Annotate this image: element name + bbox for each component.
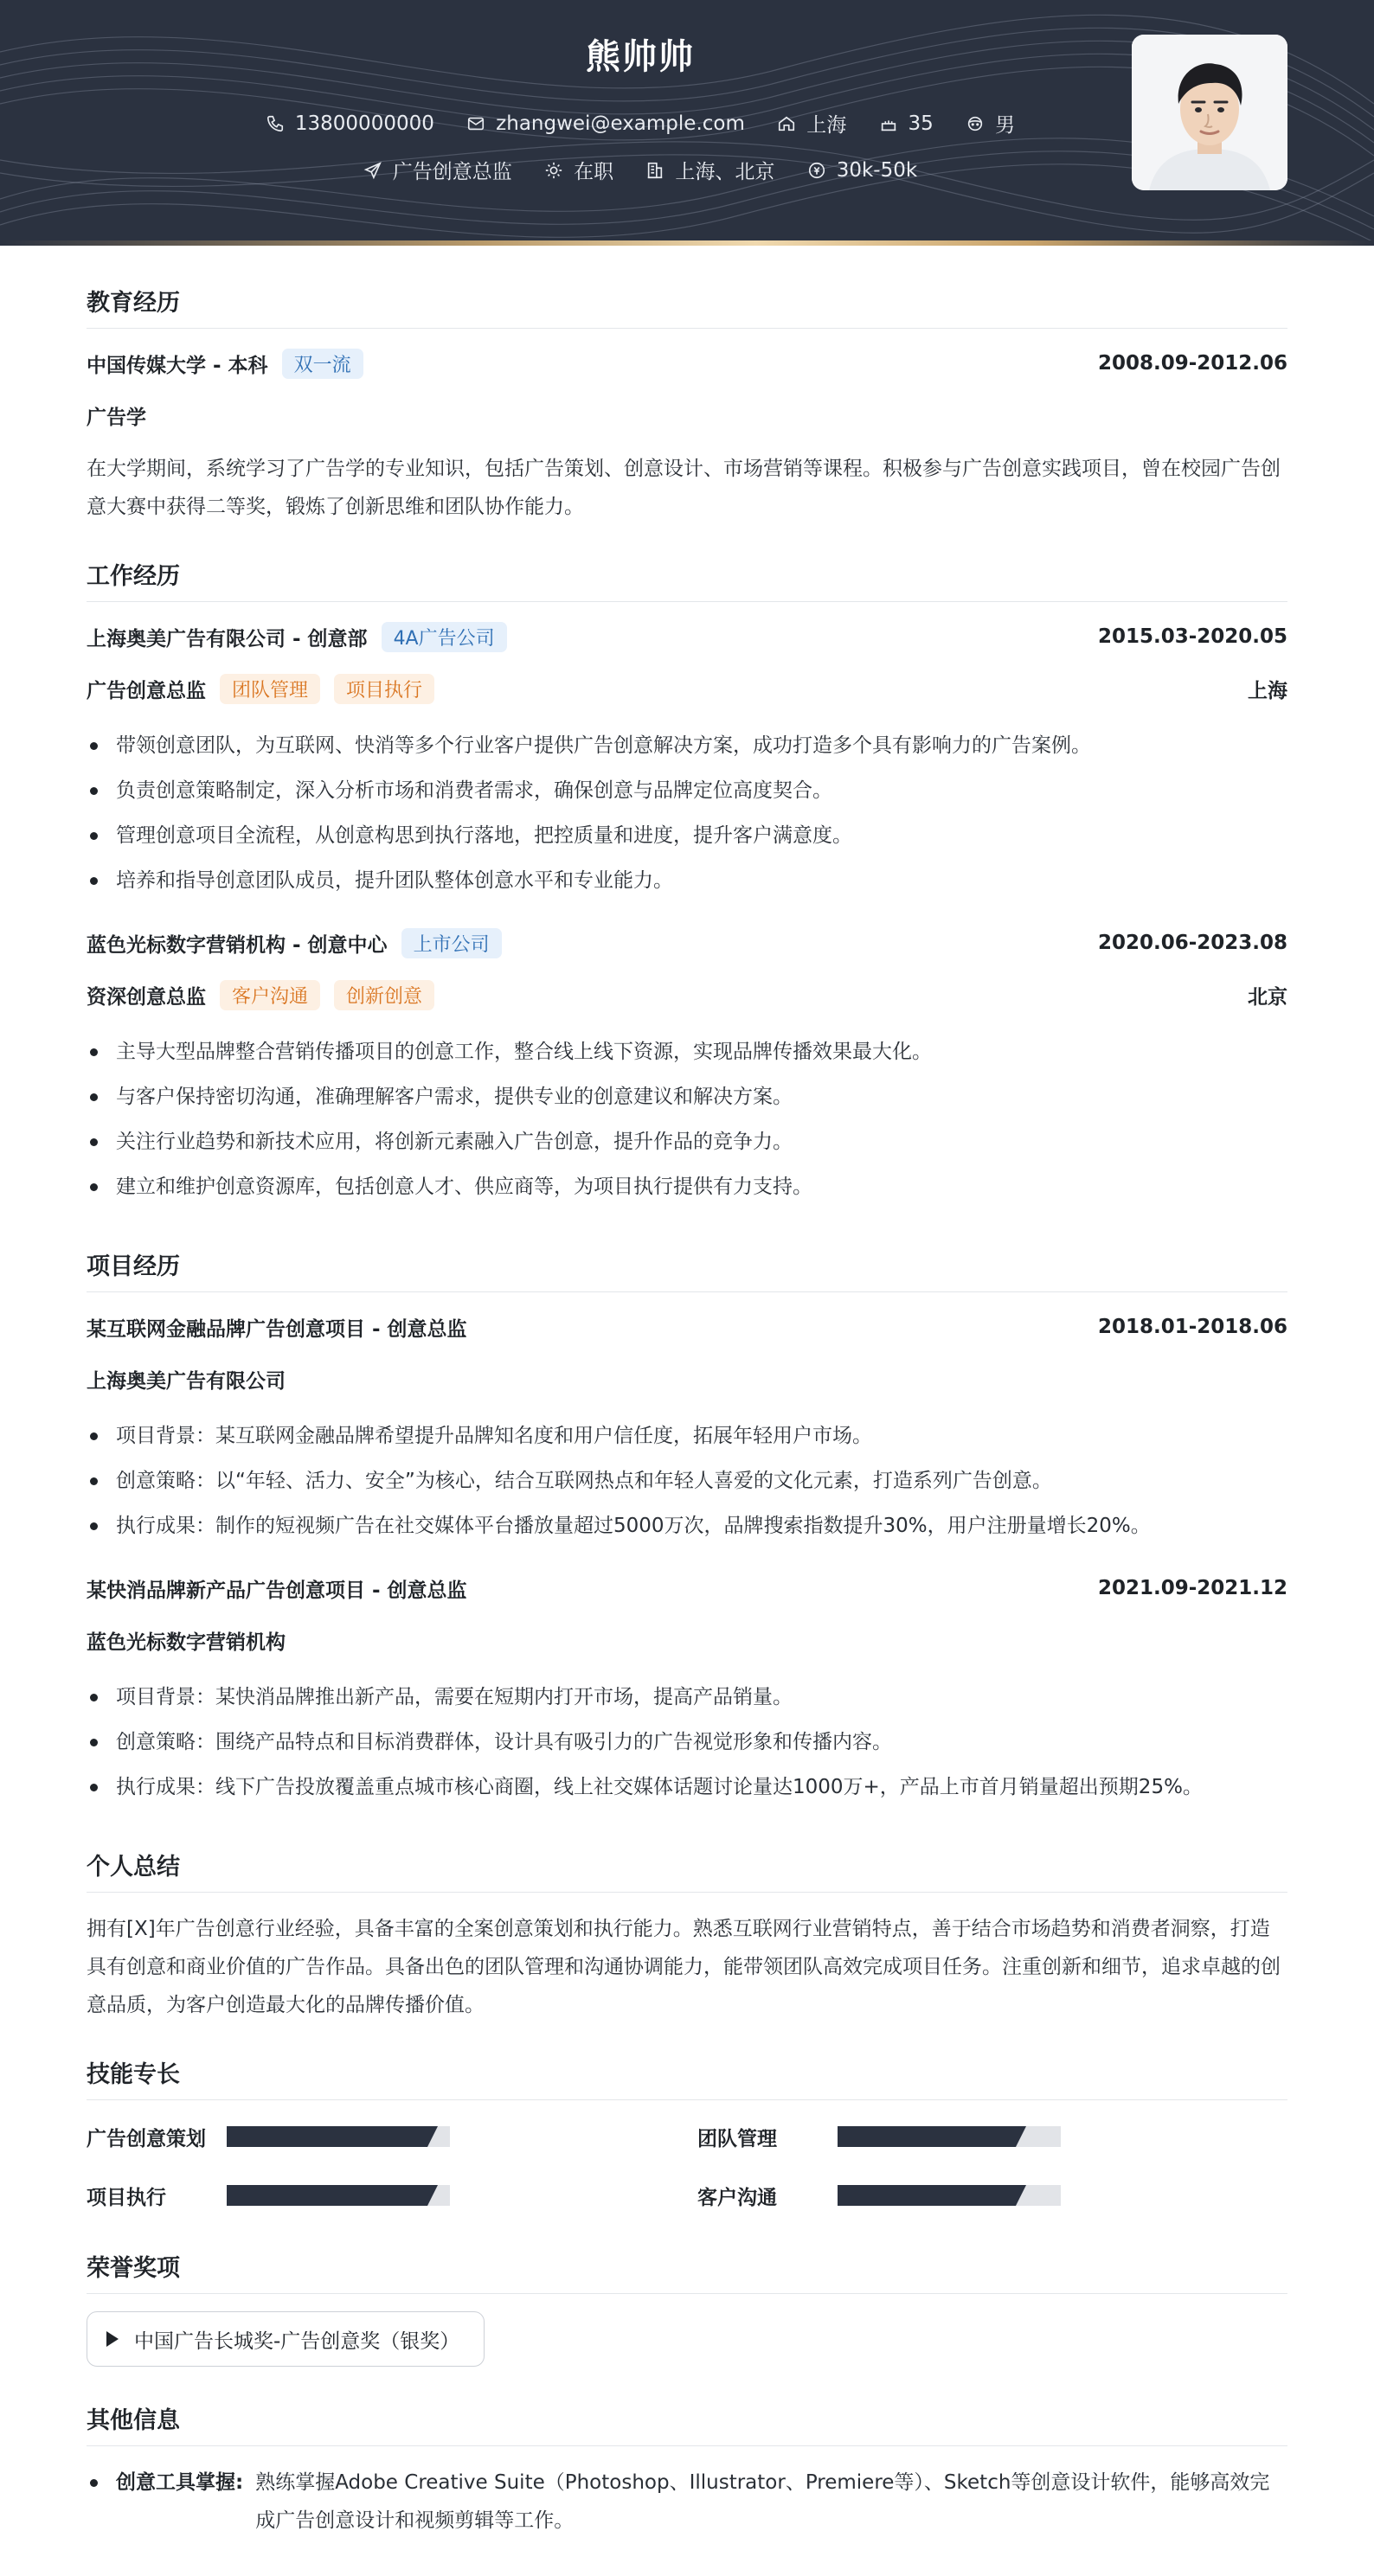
list-item <box>87 2464 1287 2540</box>
other-label: 创意工具掌握: <box>116 2471 244 2494</box>
job-company-row <box>87 619 1287 654</box>
summary-title: 个人总结 <box>87 1848 1287 1893</box>
money-icon <box>807 161 826 180</box>
skill-bar <box>838 2126 1061 2147</box>
mail-icon <box>466 114 485 133</box>
skill-fill <box>838 2185 1016 2206</box>
work-title: 工作经历 <box>87 557 1287 602</box>
project-period: 2018.01-2018.06 <box>1097 1316 1287 1338</box>
project-bullets <box>87 1675 1287 1810</box>
gold-divider <box>0 240 1374 246</box>
role-tag: 客户沟通 <box>220 980 320 1010</box>
project-org: 蓝色光标数字营销机构 <box>87 1631 286 1654</box>
age-text: 35 <box>908 112 934 135</box>
job-period: 2015.03-2020.05 <box>1097 625 1287 648</box>
awards-title: 荣誉奖项 <box>87 2249 1287 2294</box>
list-item: 带领创意团队，为互联网、快消等多个行业客户提供广告创意解决方案，成功打造多个具有影响力的广告案例。 <box>87 723 1287 768</box>
skill-name: 客户沟通 <box>697 2186 777 2209</box>
skills-title: 技能专长 <box>87 2055 1287 2100</box>
project-entry <box>87 1571 1287 1810</box>
status-text: 在职 <box>574 161 614 183</box>
job-role-row <box>87 671 1287 706</box>
job-bullets <box>87 723 1287 903</box>
resume-content <box>87 249 1287 2540</box>
project-name: 某快消品牌新产品广告创意项目 - 创意总监 <box>87 1579 467 1602</box>
project-org: 上海奥美广告有限公司 <box>87 1369 286 1393</box>
school-name: 中国传媒大学 - 本科 <box>87 354 268 377</box>
email-text: zhangwei@example.com <box>496 112 745 135</box>
job-role: 资深创意总监 <box>87 985 206 1009</box>
job-company: 蓝色光标数字营销机构 - 创意中心 <box>87 933 388 957</box>
job-role: 广告创意总监 <box>87 679 206 702</box>
role-tag: 创新创意 <box>334 980 434 1010</box>
project-name: 某互联网金融品牌广告创意项目 - 创意总监 <box>87 1317 467 1341</box>
major-name: 广告学 <box>87 406 146 429</box>
skill-item <box>87 2176 697 2214</box>
major-row <box>87 398 1287 433</box>
list-item: 主导大型品牌整合营销传播项目的创意工作，整合线上线下资源，实现品牌传播效果最大化。 <box>87 1029 1287 1074</box>
list-item: 管理创意项目全流程，从创意构思到执行落地，把控质量和进度，提升客户满意度。 <box>87 813 1287 858</box>
job-role-row <box>87 977 1287 1012</box>
list-item: 执行成果：制作的短视频广告在社交媒体平台播放量超过5000万次，品牌搜索指数提升30%，用户注册量增长20%。 <box>87 1503 1287 1548</box>
target-city-item <box>645 156 774 184</box>
intent-line <box>0 156 1281 185</box>
skill-bar <box>227 2185 450 2206</box>
project-name-row <box>87 1310 1287 1344</box>
skill-item <box>697 2176 1287 2214</box>
list-item: 与客户保持密切沟通，准确理解客户需求，提供专业的创意建议和解决方案。 <box>87 1074 1287 1119</box>
skill-bar <box>838 2185 1061 2206</box>
company-tag: 上市公司 <box>401 928 502 958</box>
list-item: 项目背景：某快消品牌推出新产品，需要在短期内打开市场，提高产品销量。 <box>87 1675 1287 1720</box>
caret-right-icon <box>106 2331 119 2347</box>
job-entry <box>87 619 1287 903</box>
skill-fill <box>838 2126 1016 2147</box>
job-company-row <box>87 926 1287 960</box>
list-item: 建立和维护创意资源库，包括创意人才、供应商等，为项目执行提供有力支持。 <box>87 1164 1287 1209</box>
role-tag: 团队管理 <box>220 674 320 704</box>
gender-icon <box>966 114 985 133</box>
other-title: 其他信息 <box>87 2401 1287 2446</box>
status-icon <box>544 161 563 180</box>
building-icon <box>645 161 665 180</box>
award-item[interactable] <box>87 2311 485 2367</box>
skill-fill <box>227 2185 427 2206</box>
skill-name: 团队管理 <box>697 2127 777 2150</box>
contact-line <box>0 109 1281 138</box>
age-item <box>879 112 934 135</box>
phone-item <box>266 112 434 135</box>
phone-text: 13800000000 <box>294 112 434 135</box>
project-period: 2021.09-2021.12 <box>1097 1577 1287 1599</box>
job-entry <box>87 926 1287 1209</box>
summary-text: 拥有[X]年广告创意行业经验，具备丰富的全案创意策划和执行能力。熟悉互联网行业营销特点，善于结合市场趋势和消费者洞察，打造具有创意和商业价值的广告作品。具备出色的团队管理和沟通协调能力，能带领团队高效完成项目任务。注重创新和细节，追求卓越的创意品质，为客户创造最大化的品牌传播价值。 <box>87 1918 1281 2016</box>
company-tag: 4A广告公司 <box>382 622 507 652</box>
gender-text: 男 <box>995 114 1016 137</box>
list-item: 执行成果：线下广告投放覆盖重点城市核心商圈，线上社交媒体话题讨论量达1000万+，产品上市首月销量超出预期25%。 <box>87 1765 1287 1810</box>
award-text: 中国广告长城奖-广告创意奖（银奖） <box>134 2329 460 2353</box>
education-period: 2008.09-2012.06 <box>1097 352 1287 375</box>
project-name-row <box>87 1571 1287 1605</box>
gender-item <box>966 109 1015 138</box>
skill-name: 项目执行 <box>87 2186 166 2209</box>
skill-item <box>87 2118 697 2156</box>
school-tag: 双一流 <box>282 349 363 379</box>
portrait-image <box>1132 35 1287 190</box>
salary-text: 30k-50k <box>836 158 918 182</box>
status-item <box>544 156 613 184</box>
location-item <box>777 109 846 138</box>
job-period: 2020.06-2023.08 <box>1097 932 1287 954</box>
email-item <box>466 112 745 135</box>
project-org-row <box>87 1623 1287 1657</box>
job-company: 上海奥美广告有限公司 - 创意部 <box>87 627 368 650</box>
list-item: 项目背景：某互联网金融品牌希望提升品牌知名度和用户信任度，拓展年轻用户市场。 <box>87 1413 1287 1458</box>
job-bullets <box>87 1029 1287 1209</box>
job-intent-item <box>363 156 512 184</box>
education-title: 教育经历 <box>87 284 1287 329</box>
list-item: 负责创意策略制定，深入分析市场和消费者需求，确保创意与品牌定位高度契合。 <box>87 768 1287 813</box>
skill-bar <box>227 2126 450 2147</box>
home-icon <box>777 114 796 133</box>
send-icon <box>363 161 382 180</box>
candidate-name: 熊帅帅 <box>586 37 695 77</box>
skill-fill <box>227 2126 427 2147</box>
list-item: 关注行业趋势和新技术应用，将创新元素融入广告创意，提升作品的竞争力。 <box>87 1119 1287 1164</box>
resume-header <box>0 0 1374 246</box>
skill-name: 广告创意策划 <box>87 2127 206 2150</box>
phone-icon <box>266 114 285 133</box>
job-city: 北京 <box>1248 985 1287 1009</box>
skill-item <box>697 2118 1287 2156</box>
project-bullets <box>87 1413 1287 1548</box>
education-row <box>87 346 1287 381</box>
projects-title: 项目经历 <box>87 1247 1287 1292</box>
job-city: 上海 <box>1248 679 1287 702</box>
role-tag: 项目执行 <box>334 674 434 704</box>
location-text: 上海 <box>806 114 847 137</box>
skills-grid <box>87 2118 1287 2214</box>
project-org-row <box>87 1362 1287 1396</box>
education-description: 在大学期间，系统学习了广告学的专业知识，包括广告策划、创意设计、市场营销等课程。积极参与广告创意实践项目，曾在校园广告创意大赛中获得二等奖，锻炼了创新思维和团队协作能力。 <box>87 458 1281 518</box>
list-item: 创意策略：围绕产品特点和目标消费群体，设计具有吸引力的广告视觉形象和传播内容。 <box>87 1720 1287 1765</box>
project-entry <box>87 1310 1287 1548</box>
profile-photo <box>1132 35 1287 190</box>
job-intent-text: 广告创意总监 <box>392 161 512 183</box>
list-item: 创意策略：以“年轻、活力、安全”为核心，结合互联网热点和年轻人喜爱的文化元素，打造系列广告创意。 <box>87 1458 1287 1503</box>
target-city-text: 上海、北京 <box>675 161 775 183</box>
list-item: 培养和指导创意团队成员，提升团队整体创意水平和专业能力。 <box>87 858 1287 903</box>
age-icon <box>879 114 898 133</box>
other-text: 熟练掌握Adobe Creative Suite（Photoshop、Illustrator、Premiere等）、Sketch等创意设计软件，能够高效完成广告创意设计和视频剪辑等工作。 <box>255 2471 1270 2532</box>
salary-item <box>807 159 917 182</box>
